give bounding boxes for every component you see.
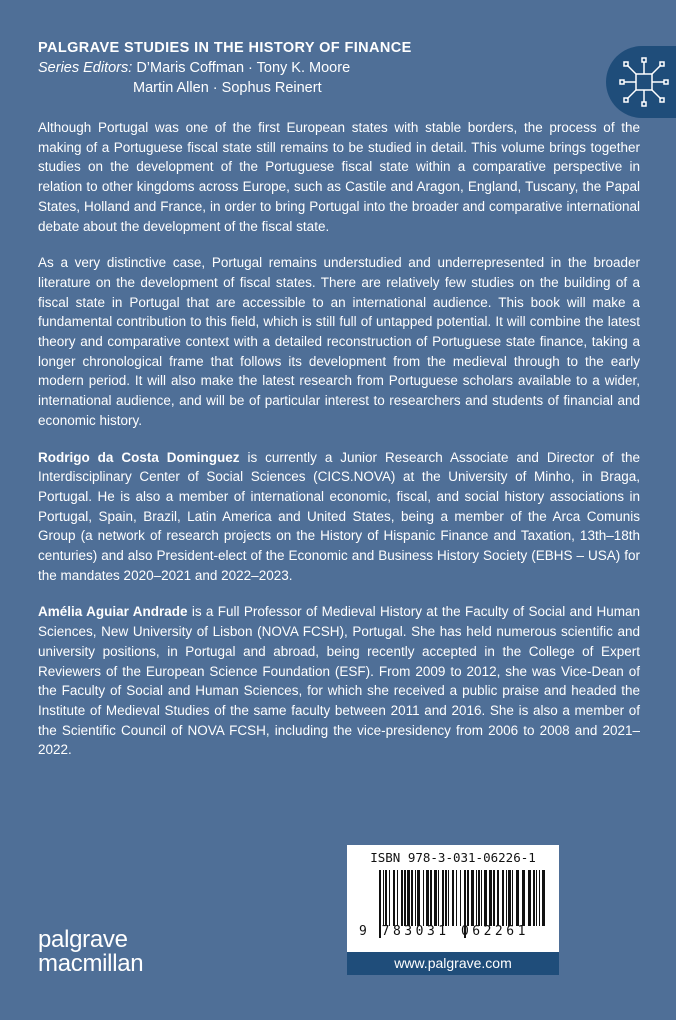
author-bio-text-1: is currently a Junior Research Associate and Director of the Interdisciplinary Center of Social Sciences (CICS.NOVA) at the University of Minho, in Braga, Portugal. He is also a member of international economic, fiscal, and social history associations in Portugal, Spain, Brazil, Latin America and United States, being a member of the Arca Comunis Group (a network of research projects on the History of Hispanic Finance and Taxation, 13th–18th centuries) and also President-elect of the Economic and Business History Society (EBHS – USA) for the mandates 2020–2021 and 2022–2023. (38, 449, 641, 583)
blurb (38, 118, 640, 777)
barcode-bar (389, 870, 390, 926)
barcode-bar (401, 870, 403, 926)
barcode-bar (383, 870, 384, 926)
barcode-bar (430, 870, 432, 926)
author-name-1: Rodrigo da Costa Dominguez (38, 449, 240, 465)
publisher-url: www.palgrave.com (347, 952, 559, 975)
series-header (38, 38, 412, 98)
barcode-bar (508, 870, 511, 926)
barcode-bar (528, 870, 531, 926)
barcode-bar (411, 870, 413, 926)
isbn-digits: 9 783031 062261 (359, 924, 529, 939)
barcode-bar (536, 870, 537, 926)
editors-label: Series Editors: (38, 60, 133, 76)
barcode-bar (415, 870, 416, 926)
barcode-bar (404, 870, 406, 926)
barcode-bar (512, 870, 513, 926)
barcode-bar (481, 870, 482, 926)
barcode-bar (456, 870, 457, 926)
barcode-bar (385, 870, 387, 926)
barcode-bar (516, 870, 519, 926)
blurb-paragraph-2: As a very distinctive case, Portugal remains understudied and underrepresented in the broader literature on the development of fiscal states. There are relatively few studies on the building of a fiscal state in Portugal that are accessible to an international audience. This book will make a fundamental contribution to this field, which is still full of untapped potential. It will combine the latest theory and comparative context with a detailed reconstruction of Portuguese state finance, taking a longer chronological frame that follows its development from the medieval through to the early modern period. It will also make the latest research from Portuguese scholars available to a wider, international audience, and will be of particular interest to researchers and students of financial and economic history. (38, 255, 640, 428)
network-chip-icon (618, 56, 670, 108)
barcode-bar (539, 870, 540, 926)
logo-line-1: palgrave (38, 926, 128, 953)
barcode-bar (452, 870, 454, 926)
series-editors (38, 58, 412, 78)
barcode-bar (423, 870, 424, 926)
barcode-bar (393, 870, 395, 926)
barcode-bar (533, 870, 535, 926)
barcode-bar (442, 870, 444, 926)
barcode-bar (506, 870, 507, 926)
barcode-bar (522, 870, 525, 926)
palgrave-macmillan-logo (38, 928, 143, 976)
barcode-bar (471, 870, 474, 926)
author-bio-text-2: is a Full Professor of Medieval History at the Faculty of Social and Human Sciences, New University of Lisbon (NOVA FCSH), Portugal. She has held numerous scientific and university positions, in Portugal and abroad, being recently accepted in the College of Expert Reviewers of the European Science Foundation (ESF). From 2009 to 2012, she was Vice-Dean of the Faculty of Social and Human Sciences, for which she received a public praise and headed the Institute of Medieval Studies of the same faculty between 2011 and 2016. She is also a member of the Scientific Council of NOVA FCSH, including the vice-presidency from 2006 to 2008 and 2021–2022. (38, 604, 640, 758)
barcode-bar (502, 870, 504, 926)
barcode-bar (445, 870, 447, 926)
barcode-bar (417, 870, 420, 926)
blurb-paragraph-1: Although Portugal was one of the first European states with stable borders, the process of the making of a Portuguese fiscal state still remains to be studied in detail. This volume brings together studies on the development of the Portuguese fiscal state within a comparative perspective in relation to other kingdoms across Europe, such as Castile and Aragon, England, Tuscany, the Papal States, Holland and France, in order to bring Portugal into the broader and comparative international debate about the development of the fiscal state. (38, 120, 640, 234)
editors-line-2: Martin Allen · Sophus Reinert (133, 80, 322, 96)
barcode-bar (484, 870, 487, 926)
barcode-bar (542, 870, 545, 926)
series-title: PALGRAVE STUDIES IN THE HISTORY OF FINANCE (38, 40, 412, 56)
editors-line-1: D’Maris Coffman · Tony K. Moore (136, 60, 351, 76)
barcode-bar (476, 870, 477, 926)
author-name-2: Amélia Aguiar Andrade (38, 604, 188, 620)
barcode-bar (460, 870, 461, 926)
barcode-bar (489, 870, 492, 926)
isbn-label: ISBN 978-3-031-06226-1 (370, 850, 536, 865)
barcode-bar (434, 870, 437, 926)
author-bio-2 (38, 602, 640, 760)
barcode-bar (438, 870, 439, 926)
barcode-bar (478, 870, 480, 926)
barcode-bar (448, 870, 449, 926)
author-bio-1 (38, 448, 640, 586)
barcode-bar (497, 870, 499, 926)
barcode-bar (426, 870, 429, 926)
barcode-bar (397, 870, 398, 926)
barcode-bar (493, 870, 495, 926)
barcode-bar (407, 870, 410, 926)
series-badge (606, 46, 676, 118)
barcode-bar (467, 870, 469, 926)
logo-line-2: macmillan (38, 950, 144, 977)
isbn-barcode (347, 845, 559, 952)
